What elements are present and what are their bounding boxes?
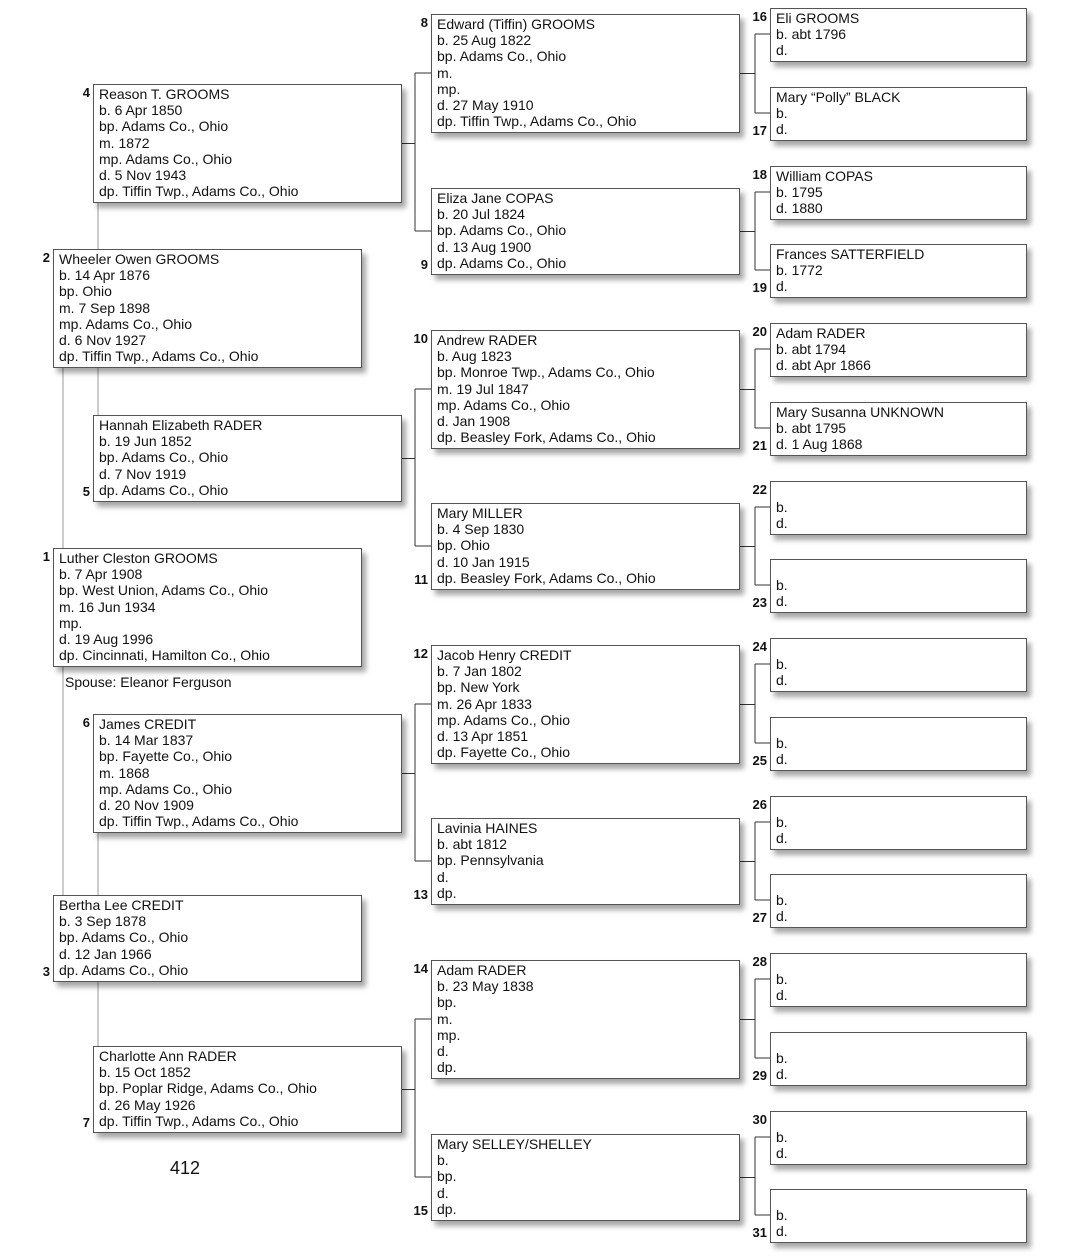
- person-name: Mary SELLEY/SHELLEY: [437, 1136, 592, 1152]
- person-fact: d.: [776, 908, 788, 925]
- person-fact: bp.: [437, 1168, 457, 1185]
- person-fact: b. 15 Oct 1852: [99, 1064, 191, 1081]
- person-box-3: [53, 895, 362, 982]
- person-number: 23: [752, 595, 767, 610]
- person-name: James CREDIT: [99, 716, 197, 732]
- person-box-8: [431, 14, 740, 133]
- person-number: 22: [752, 482, 767, 497]
- person-fact: m. 7 Sep 1898: [59, 299, 151, 316]
- person-fact: m. 16 Jun 1934: [59, 598, 156, 615]
- person-fact: bp. Adams Co., Ohio: [99, 449, 229, 466]
- person-name: [776, 798, 1026, 814]
- person-fact: dp. Adams Co., Ohio: [99, 481, 229, 498]
- person-fact: bp. Monroe Twp., Adams Co., Ohio: [437, 364, 655, 381]
- person-fact: d.: [776, 515, 788, 532]
- person-fact: bp. Ohio: [59, 283, 112, 300]
- person-name: [776, 719, 1026, 735]
- person-name: Jacob Henry CREDIT: [437, 647, 572, 663]
- person-name: Mary Susanna UNKNOWN: [776, 404, 945, 420]
- person-number: 1: [42, 549, 50, 564]
- person-fact: d.: [776, 1145, 788, 1162]
- person-box-14: [431, 960, 740, 1079]
- person-fact: d.: [776, 987, 788, 1004]
- person-name: Adam RADER: [776, 325, 866, 341]
- person-fact: d.: [776, 42, 788, 59]
- person-fact: dp. Tiffin Twp., Adams Co., Ohio: [437, 113, 637, 130]
- person-name: Reason T. GROOMS: [99, 86, 230, 102]
- person-box-5: [93, 415, 402, 502]
- person-name: [776, 1113, 1026, 1129]
- person-number: 31: [752, 1225, 767, 1240]
- person-box-24: [770, 638, 1027, 692]
- person-box-26: [770, 796, 1027, 850]
- person-fact: m. 1868: [99, 764, 150, 781]
- person-fact: d. 13 Aug 1900: [437, 238, 532, 255]
- person-fact: mp. Adams Co., Ohio: [99, 150, 233, 167]
- person-fact: b.: [776, 1207, 788, 1224]
- person-fact: b. 1772: [776, 262, 823, 279]
- person-fact: dp. Tiffin Twp., Adams Co., Ohio: [99, 813, 299, 830]
- person-box-7: [93, 1046, 402, 1133]
- person-number: 4: [82, 85, 90, 100]
- person-number: 5: [82, 484, 90, 499]
- person-fact: b. 14 Mar 1837: [99, 732, 194, 749]
- person-fact: d.: [437, 868, 449, 885]
- person-number: 16: [752, 9, 767, 24]
- person-box-19: [770, 244, 1027, 298]
- person-fact: b. 19 Jun 1852: [99, 433, 192, 450]
- person-fact: b.: [776, 892, 788, 909]
- person-fact: b. 7 Jan 1802: [437, 663, 522, 680]
- person-fact: b. abt 1794: [776, 341, 847, 358]
- person-number: 8: [420, 15, 428, 30]
- person-number: 30: [752, 1112, 767, 1127]
- person-fact: b.: [437, 1152, 449, 1169]
- person-fact: bp. Adams Co., Ohio: [437, 48, 567, 65]
- person-number: 15: [413, 1203, 428, 1218]
- person-fact: b.: [776, 735, 788, 752]
- person-number: 11: [414, 572, 428, 587]
- person-box-28: [770, 953, 1027, 1007]
- person-fact: bp. Pennsylvania: [437, 852, 544, 869]
- person-fact: mp.: [437, 1026, 461, 1043]
- person-fact: dp. Tiffin Twp., Adams Co., Ohio: [99, 183, 299, 200]
- person-box-21: [770, 402, 1027, 456]
- person-fact: m.: [437, 1010, 453, 1027]
- person-box-31: [770, 1189, 1027, 1243]
- person-box-4: [93, 84, 402, 203]
- person-name: Eliza Jane COPAS: [437, 190, 554, 206]
- person-fact: d. 1 Aug 1868: [776, 436, 863, 453]
- person-fact: dp.: [437, 884, 457, 901]
- person-number: 12: [413, 646, 428, 661]
- person-fact: b.: [776, 1050, 788, 1067]
- page-number: 412: [170, 1158, 201, 1178]
- person-number: 3: [42, 964, 50, 979]
- person-fact: bp. Ohio: [437, 537, 490, 554]
- person-number: 28: [752, 954, 767, 969]
- person-fact: dp. Beasley Fork, Adams Co., Ohio: [437, 429, 656, 446]
- person-fact: b.: [776, 1129, 788, 1146]
- person-name: Edward (Tiffin) GROOMS: [437, 16, 595, 32]
- person-number: 29: [752, 1068, 767, 1083]
- person-fact: d. 19 Aug 1996: [59, 630, 154, 647]
- person-fact: b. abt 1812: [437, 836, 508, 853]
- person-fact: b. Aug 1823: [437, 348, 512, 365]
- person-fact: bp. West Union, Adams Co., Ohio: [59, 582, 269, 599]
- person-fact: mp.: [59, 614, 83, 631]
- person-fact: bp. Fayette Co., Ohio: [99, 748, 233, 765]
- person-fact: dp. Tiffin Twp., Adams Co., Ohio: [59, 348, 259, 365]
- person-name: Wheeler Owen GROOMS: [59, 251, 220, 267]
- person-fact: b.: [776, 499, 788, 516]
- person-fact: mp. Adams Co., Ohio: [99, 780, 233, 797]
- person-number: 7: [82, 1115, 90, 1130]
- person-name: [776, 876, 1026, 892]
- person-fact: dp. Adams Co., Ohio: [59, 961, 189, 978]
- person-fact: b.: [776, 656, 788, 673]
- person-name: Mary MILLER: [437, 505, 523, 521]
- person-number: 9: [420, 257, 428, 272]
- person-number: 21: [752, 438, 767, 453]
- person-fact: d.: [437, 1184, 449, 1201]
- person-fact: b. 3 Sep 1878: [59, 913, 147, 930]
- person-fact: mp. Adams Co., Ohio: [437, 711, 571, 728]
- person-number: 2: [42, 250, 50, 265]
- person-box-12: [431, 645, 740, 764]
- person-name: Luther Cleston GROOMS: [59, 550, 218, 566]
- person-fact: d. 26 May 1926: [99, 1096, 196, 1113]
- person-number: 6: [82, 715, 90, 730]
- person-fact: m. 26 Apr 1833: [437, 695, 532, 712]
- person-fact: d.: [776, 830, 788, 847]
- person-fact: m. 19 Jul 1847: [437, 380, 529, 397]
- person-fact: bp. Adams Co., Ohio: [437, 222, 567, 239]
- person-box-18: [770, 166, 1027, 220]
- person-fact: d. Jan 1908: [437, 412, 511, 429]
- person-name: [776, 1034, 1026, 1050]
- person-fact: mp. Adams Co., Ohio: [437, 396, 571, 413]
- person-number: 27: [752, 910, 767, 925]
- person-number: 13: [413, 887, 428, 902]
- person-box-13: [431, 818, 740, 905]
- person-number: 14: [413, 961, 428, 976]
- person-box-2: [53, 249, 362, 368]
- person-number: 24: [752, 639, 767, 654]
- person-fact: d.: [776, 278, 788, 295]
- person-number: 20: [752, 324, 767, 339]
- person-box-6: [93, 714, 402, 833]
- person-fact: b. 23 May 1838: [437, 978, 534, 995]
- person-fact: b.: [776, 577, 788, 594]
- person-number: 19: [752, 280, 767, 295]
- person-fact: b. 14 Apr 1876: [59, 267, 151, 284]
- person-box-23: [770, 559, 1027, 613]
- person-name: [776, 955, 1026, 971]
- person-fact: dp.: [437, 1059, 457, 1076]
- person-box-30: [770, 1111, 1027, 1165]
- person-fact: b.: [776, 105, 788, 122]
- person-number: 10: [413, 331, 428, 346]
- person-fact: d.: [776, 1223, 788, 1240]
- person-box-15: [431, 1134, 740, 1221]
- person-fact: b.: [776, 814, 788, 831]
- person-fact: dp. Beasley Fork, Adams Co., Ohio: [437, 569, 656, 586]
- person-name: William COPAS: [776, 168, 873, 184]
- person-box-20: [770, 323, 1027, 377]
- person-name: Lavinia HAINES: [437, 820, 538, 836]
- person-fact: d. abt Apr 1866: [776, 357, 871, 374]
- spouse-note: Spouse: Eleanor Ferguson: [65, 674, 232, 690]
- person-name: Eli GROOMS: [776, 10, 860, 26]
- person-fact: dp. Cincinnati, Hamilton Co., Ohio: [59, 647, 270, 664]
- person-fact: b. 25 Aug 1822: [437, 32, 532, 49]
- person-fact: d. 7 Nov 1919: [99, 465, 187, 482]
- person-fact: dp. Tiffin Twp., Adams Co., Ohio: [99, 1112, 299, 1129]
- person-box-29: [770, 1032, 1027, 1086]
- person-number: 17: [752, 123, 767, 138]
- person-fact: d. 12 Jan 1966: [59, 945, 152, 962]
- person-fact: d. 27 May 1910: [437, 96, 534, 113]
- person-fact: b. 6 Apr 1850: [99, 102, 183, 119]
- person-fact: m. 1872: [99, 134, 150, 151]
- person-name: Adam RADER: [437, 962, 527, 978]
- person-fact: bp. New York: [437, 679, 520, 696]
- person-name: Frances SATTERFIELD: [776, 246, 925, 262]
- person-name: Bertha Lee CREDIT: [59, 897, 184, 913]
- person-fact: b. 7 Apr 1908: [59, 566, 143, 583]
- person-fact: dp. Fayette Co., Ohio: [437, 744, 571, 761]
- person-fact: d.: [776, 121, 788, 138]
- person-fact: d.: [776, 593, 788, 610]
- person-name: [776, 561, 1026, 577]
- person-fact: mp.: [437, 80, 461, 97]
- person-name: [776, 483, 1026, 499]
- person-fact: b. 4 Sep 1830: [437, 521, 525, 538]
- person-fact: d. 20 Nov 1909: [99, 796, 194, 813]
- person-name: Mary “Polly” BLACK: [776, 89, 901, 105]
- person-name: [776, 1191, 1026, 1207]
- person-fact: mp. Adams Co., Ohio: [59, 315, 193, 332]
- person-fact: d. 5 Nov 1943: [99, 166, 187, 183]
- person-fact: b. 1795: [776, 184, 823, 201]
- person-fact: b. abt 1796: [776, 26, 847, 43]
- person-box-22: [770, 481, 1027, 535]
- person-box-11: [431, 503, 740, 590]
- person-box-9: [431, 188, 740, 275]
- person-box-27: [770, 874, 1027, 928]
- person-name: Hannah Elizabeth RADER: [99, 417, 263, 433]
- person-fact: bp.: [437, 994, 457, 1011]
- person-fact: d.: [776, 1066, 788, 1083]
- person-box-17: [770, 87, 1027, 141]
- person-number: 26: [752, 797, 767, 812]
- person-fact: b.: [776, 971, 788, 988]
- person-name: Charlotte Ann RADER: [99, 1048, 237, 1064]
- person-fact: d. 6 Nov 1927: [59, 331, 147, 348]
- person-box-10: [431, 330, 740, 449]
- person-fact: bp. Poplar Ridge, Adams Co., Ohio: [99, 1080, 317, 1097]
- person-fact: bp. Adams Co., Ohio: [99, 118, 229, 135]
- person-fact: d.: [776, 672, 788, 689]
- person-fact: b. abt 1795: [776, 420, 847, 437]
- person-fact: d. 10 Jan 1915: [437, 553, 530, 570]
- person-name: [776, 640, 1026, 656]
- person-name: Andrew RADER: [437, 332, 538, 348]
- person-fact: b. 20 Jul 1824: [437, 206, 525, 223]
- person-fact: d. 1880: [776, 200, 823, 217]
- person-fact: dp. Adams Co., Ohio: [437, 254, 567, 271]
- person-box-25: [770, 717, 1027, 771]
- person-fact: d.: [437, 1042, 449, 1059]
- person-fact: d. 13 Apr 1851: [437, 727, 529, 744]
- person-fact: bp. Adams Co., Ohio: [59, 929, 189, 946]
- person-number: 18: [752, 167, 767, 182]
- person-number: 25: [752, 753, 767, 768]
- person-box-1: [53, 548, 362, 667]
- person-fact: m.: [437, 64, 453, 81]
- person-fact: dp.: [437, 1200, 457, 1217]
- person-box-16: [770, 8, 1027, 62]
- person-fact: d.: [776, 751, 788, 768]
